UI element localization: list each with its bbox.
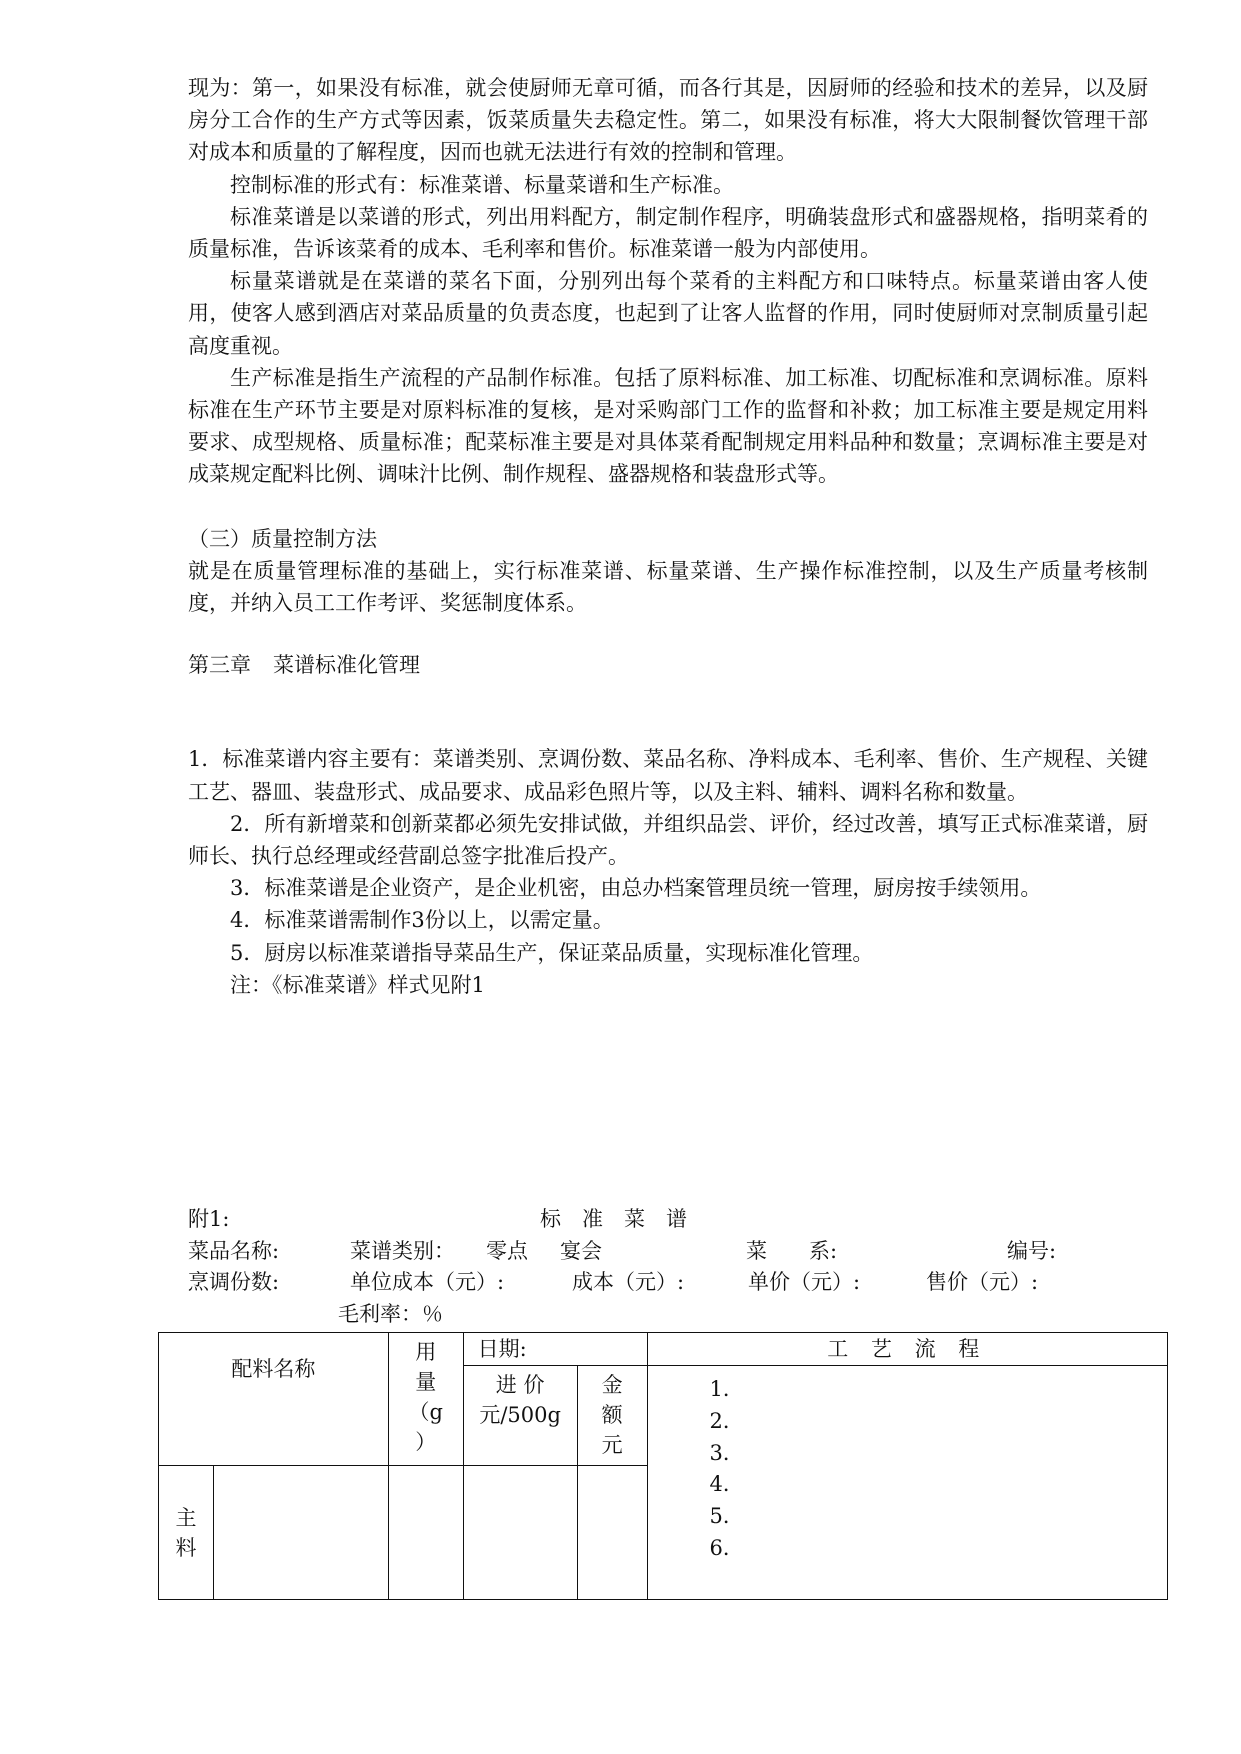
main-material-money-cell[interactable]: [577, 1466, 647, 1600]
main-material-label: 主 料: [159, 1466, 214, 1600]
form-title: 标 准 菜 谱: [540, 1207, 687, 1231]
main-material-name-cell[interactable]: [213, 1466, 388, 1600]
number-label: 编号:: [1007, 1238, 1057, 1263]
amount-header: 用 量 （g ）: [388, 1333, 463, 1466]
gross-margin-label: 毛利率：％: [338, 1301, 443, 1326]
category-option-banquet: 宴会: [560, 1238, 602, 1263]
list-item: 1．标准菜谱内容主要有：菜谱类别、烹调份数、菜品名称、净料成本、毛利率、售价、生产规程、关键工艺、器皿、装盘形式、成品要求、成品彩色照片等，以及主料、辅料、调料名称和数量。: [188, 747, 1148, 804]
note: 注：《标准菜谱》样式见附1: [230, 972, 485, 997]
process-step: 2．: [709, 1408, 744, 1433]
paragraph: 生产标准是指生产流程的产品制作标准。包括了原料标准、加工标准、切配标准和烹调标准。原料标准在生产环节主要是对原料标准的复核，是对采购部门工作的监督和补救；加工标准主要是规定用料要求、成型规格、质量标准；配菜标准主要是对具体菜肴配制规定用料品种和数量；烹调标准主要是对成菜规定配料比例、调味汁比例、制作规程、盛器规格和装盘形式等。: [188, 365, 1148, 487]
unit-price-label: 单价（元）:: [748, 1270, 861, 1294]
appendix-label: 附1:: [188, 1207, 230, 1231]
purchase-price-header: 进 价 元/500g: [463, 1366, 577, 1466]
cuisine-label: 菜 系:: [746, 1238, 838, 1263]
chapter-heading: [188, 649, 1148, 681]
list-item: 5．厨房以标准菜谱指导菜品生产，保证菜品质量，实现标准化管理。: [230, 940, 874, 965]
body-text: [188, 72, 1148, 1001]
process-step: 4．: [709, 1472, 744, 1497]
category-option-a-la-carte: 零点: [486, 1238, 528, 1263]
process-step: 3．: [709, 1440, 744, 1465]
list-item: 4．标准菜谱需制作3份以上，以需定量。: [230, 908, 614, 933]
amount-money-header: 金 额 元: [577, 1366, 647, 1466]
main-material-amount-cell[interactable]: [388, 1466, 463, 1600]
list-item: 2．所有新增菜和创新菜都必须先安排试做，并组织品尝、评价，经过改善，填写正式标准菜谱，厨师长、执行总经理或经营副总签字批准后投产。: [188, 811, 1148, 869]
unit-cost-label: 单位成本（元）:: [350, 1270, 505, 1294]
paragraph: 控制标准的形式有：标准菜谱、标量菜谱和生产标准。: [230, 172, 734, 197]
section-heading: （三）质量控制方法: [188, 526, 377, 551]
recipe-form-header: [188, 1204, 1148, 1330]
list-item: 3．标准菜谱是企业资产，是企业机密，由总办档案管理员统一管理，厨房按手续领用。: [230, 876, 1042, 901]
menu-category-label: 菜谱类别：: [350, 1238, 455, 1263]
ingredient-name-header: 配料名称: [159, 1333, 389, 1466]
process-step: 1．: [709, 1377, 744, 1401]
chapter-number: 第三章: [188, 653, 251, 678]
dish-name-label: 菜品名称:: [188, 1238, 280, 1263]
recipe-table: [158, 1332, 1168, 1600]
process-step: 5．: [709, 1504, 744, 1529]
paragraph: 标准菜谱是以菜谱的形式，列出用料配方，制定制作程序，明确装盘形式和盛器规格，指明菜肴的质量标准，告诉该菜肴的成本、毛利率和售价。标准菜谱一般为内部使用。: [188, 204, 1148, 262]
sale-price-label: 售价（元）:: [926, 1270, 1039, 1294]
date-header: 日期:: [463, 1333, 647, 1366]
paragraph: 就是在质量管理标准的基础上，实行标准菜谱、标量菜谱、生产操作标准控制，以及生产质量考核制度，并纳入员工工作考评、奖惩制度体系。: [188, 558, 1148, 616]
cost-label: 成本（元）:: [572, 1270, 685, 1294]
process-flow-header: 工 艺 流 程: [647, 1333, 1167, 1366]
chapter-title: 菜谱标准化管理: [273, 653, 420, 678]
main-material-price-cell[interactable]: [463, 1466, 577, 1600]
paragraph: 现为：第一，如果没有标准，就会使厨师无章可循，而各行其是，因厨师的经验和技术的差异，以及厨房分工合作的生产方式等因素，饭菜质量失去稳定性。第二，如果没有标准，将大大限制餐饮管理干部对成本和质量的了解程度，因而也就无法进行有效的控制和管理。: [188, 76, 1148, 165]
paragraph: 标量菜谱就是在菜谱的菜名下面，分别列出每个菜肴的主料配方和口味特点。标量菜谱由客人使用，使客人感到酒店对菜品质量的负责态度，也起到了让客人监督的作用，同时使厨师对烹制质量引起高度重视。: [188, 269, 1148, 358]
portions-label: 烹调份数:: [188, 1270, 280, 1294]
process-step: 6．: [709, 1535, 744, 1560]
process-steps: [647, 1366, 1167, 1600]
